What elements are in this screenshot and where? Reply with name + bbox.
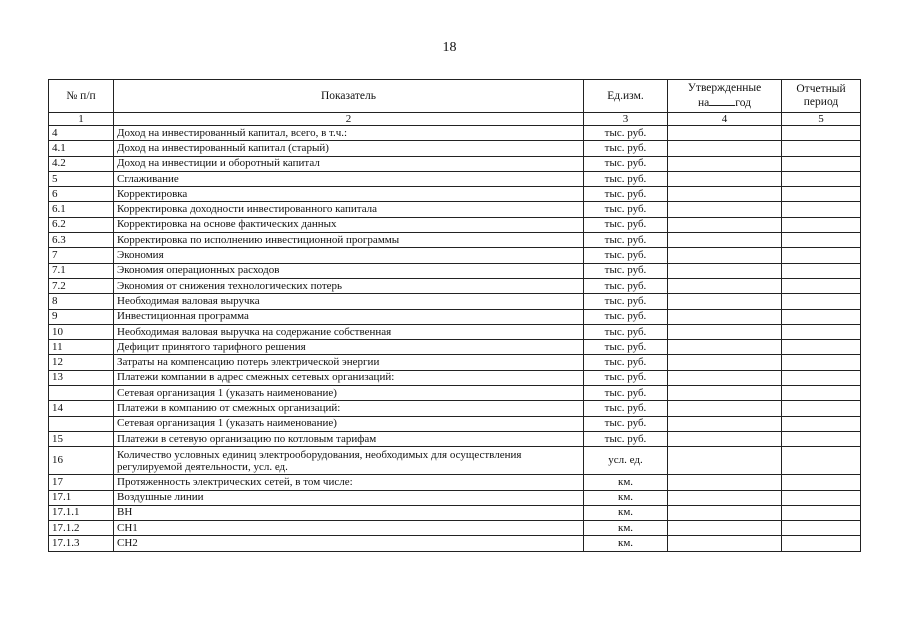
table-row	[49, 340, 861, 355]
row-unit: тыс. руб.	[584, 217, 668, 232]
table-row	[49, 386, 861, 401]
table-row	[49, 187, 861, 202]
table-row	[49, 248, 861, 263]
row-reported-value	[782, 355, 861, 370]
table-row	[49, 370, 861, 385]
row-unit: км.	[584, 521, 668, 536]
row-number: 5	[49, 171, 114, 186]
row-indicator: Платежи в сетевую организацию по котловым тарифам	[114, 431, 584, 446]
row-number: 15	[49, 431, 114, 446]
table-row	[49, 126, 861, 141]
row-number: 17.1.1	[49, 505, 114, 520]
row-approved-value	[668, 171, 782, 186]
row-indicator: Корректировка доходности инвестированного капитала	[114, 202, 584, 217]
row-reported-value	[782, 401, 861, 416]
table-row	[49, 156, 861, 171]
row-number: 13	[49, 370, 114, 385]
row-reported-value	[782, 156, 861, 171]
table-row	[49, 217, 861, 232]
row-approved-value	[668, 490, 782, 505]
row-number: 6.3	[49, 233, 114, 248]
row-reported-value	[782, 278, 861, 293]
table-row	[49, 309, 861, 324]
row-reported-value	[782, 171, 861, 186]
row-indicator: Протяженность электрических сетей, в том числе:	[114, 475, 584, 490]
row-indicator: Необходимая валовая выручка на содержание собственная	[114, 324, 584, 339]
row-reported-value	[782, 126, 861, 141]
row-number: 11	[49, 340, 114, 355]
row-reported-value	[782, 217, 861, 232]
row-approved-value	[668, 217, 782, 232]
row-approved-value	[668, 355, 782, 370]
header-reported	[782, 80, 861, 113]
row-indicator: Корректировка по исполнению инвестиционной программы	[114, 233, 584, 248]
row-approved-value	[668, 386, 782, 401]
row-indicator: Экономия операционных расходов	[114, 263, 584, 278]
header-approved	[668, 80, 782, 113]
row-unit: тыс. руб.	[584, 248, 668, 263]
table-header-row	[49, 80, 861, 113]
row-unit: тыс. руб.	[584, 233, 668, 248]
row-indicator: Необходимая валовая выручка	[114, 294, 584, 309]
header-reported-line2: период	[803, 96, 839, 108]
row-unit: тыс. руб.	[584, 401, 668, 416]
row-approved-value	[668, 156, 782, 171]
row-approved-value	[668, 248, 782, 263]
row-reported-value	[782, 386, 861, 401]
row-approved-value	[668, 431, 782, 446]
row-reported-value	[782, 263, 861, 278]
row-unit: тыс. руб.	[584, 386, 668, 401]
row-indicator: Сглаживание	[114, 171, 584, 186]
row-indicator: Экономия от снижения технологических потерь	[114, 278, 584, 293]
row-number: 7.2	[49, 278, 114, 293]
row-unit: тыс. руб.	[584, 294, 668, 309]
row-unit: тыс. руб.	[584, 202, 668, 217]
row-unit: км.	[584, 536, 668, 551]
row-reported-value	[782, 370, 861, 385]
row-reported-value	[782, 505, 861, 520]
column-number: 2	[114, 113, 584, 126]
header-num: № п/п	[49, 80, 114, 113]
row-approved-value	[668, 278, 782, 293]
row-unit: тыс. руб.	[584, 141, 668, 156]
row-number: 17.1.2	[49, 521, 114, 536]
row-approved-value	[668, 263, 782, 278]
row-indicator: Корректировка на основе фактических данных	[114, 217, 584, 232]
row-unit: усл. ед.	[584, 447, 668, 475]
year-blank-line	[709, 95, 735, 106]
row-unit: тыс. руб.	[584, 187, 668, 202]
row-number: 7.1	[49, 263, 114, 278]
row-number: 4	[49, 126, 114, 141]
row-unit: тыс. руб.	[584, 340, 668, 355]
row-indicator: Количество условных единиц электрооборудования, необходимых для осуществления регулируемой деятельности, усл. ед.	[114, 447, 584, 475]
table-row	[49, 202, 861, 217]
row-unit: км.	[584, 475, 668, 490]
row-approved-value	[668, 294, 782, 309]
table-row	[49, 447, 861, 475]
row-number: 4.1	[49, 141, 114, 156]
row-approved-value	[668, 126, 782, 141]
row-approved-value	[668, 324, 782, 339]
row-approved-value	[668, 475, 782, 490]
row-approved-value	[668, 309, 782, 324]
row-reported-value	[782, 536, 861, 551]
table-row	[49, 505, 861, 520]
row-number: 17.1	[49, 490, 114, 505]
row-unit: км.	[584, 505, 668, 520]
table-row	[49, 401, 861, 416]
column-number: 5	[782, 113, 861, 126]
header-unit: Ед.изм.	[584, 80, 668, 113]
row-unit: тыс. руб.	[584, 324, 668, 339]
row-reported-value	[782, 324, 861, 339]
row-reported-value	[782, 521, 861, 536]
row-approved-value	[668, 505, 782, 520]
row-indicator: Сетевая организация 1 (указать наименование)	[114, 416, 584, 431]
row-reported-value	[782, 490, 861, 505]
row-number: 6	[49, 187, 114, 202]
row-approved-value	[668, 370, 782, 385]
column-number: 1	[49, 113, 114, 126]
row-unit: тыс. руб.	[584, 416, 668, 431]
header-approved-suffix: год	[735, 97, 751, 109]
row-approved-value	[668, 401, 782, 416]
row-indicator: Доход на инвестиции и оборотный капитал	[114, 156, 584, 171]
report-table	[48, 79, 861, 552]
row-number: 10	[49, 324, 114, 339]
header-approved-prefix: на	[698, 97, 710, 109]
table-row	[49, 521, 861, 536]
row-reported-value	[782, 416, 861, 431]
row-approved-value	[668, 447, 782, 475]
row-reported-value	[782, 475, 861, 490]
row-number: 17	[49, 475, 114, 490]
table-row	[49, 294, 861, 309]
page-number: 18	[442, 40, 457, 55]
table-row	[49, 416, 861, 431]
row-reported-value	[782, 431, 861, 446]
row-reported-value	[782, 187, 861, 202]
column-number: 4	[668, 113, 782, 126]
row-reported-value	[782, 141, 861, 156]
row-indicator: Доход на инвестированный капитал, всего, в т.ч.:	[114, 126, 584, 141]
row-reported-value	[782, 309, 861, 324]
row-number: 6.1	[49, 202, 114, 217]
row-unit: тыс. руб.	[584, 370, 668, 385]
row-unit: тыс. руб.	[584, 156, 668, 171]
row-indicator: Платежи компании в адрес смежных сетевых организаций:	[114, 370, 584, 385]
row-number: 9	[49, 309, 114, 324]
header-reported-line1: Отчетный	[796, 83, 846, 95]
row-indicator: СН2	[114, 536, 584, 551]
row-number: 14	[49, 401, 114, 416]
row-number: 7	[49, 248, 114, 263]
table-row	[49, 263, 861, 278]
row-unit: тыс. руб.	[584, 263, 668, 278]
table-row	[49, 324, 861, 339]
row-unit: тыс. руб.	[584, 355, 668, 370]
row-unit: тыс. руб.	[584, 278, 668, 293]
header-indicator: Показатель	[114, 80, 584, 113]
row-number: 6.2	[49, 217, 114, 232]
row-reported-value	[782, 447, 861, 475]
table-row	[49, 141, 861, 156]
table-row	[49, 490, 861, 505]
row-unit: км.	[584, 490, 668, 505]
table-row	[49, 536, 861, 551]
row-number: 4.2	[49, 156, 114, 171]
row-indicator: Корректировка	[114, 187, 584, 202]
row-indicator: Экономия	[114, 248, 584, 263]
row-number: 8	[49, 294, 114, 309]
row-number	[49, 416, 114, 431]
row-approved-value	[668, 187, 782, 202]
table-row	[49, 355, 861, 370]
row-indicator: Дефицит принятого тарифного решения	[114, 340, 584, 355]
header-approved-line1: Утвержденные	[687, 82, 762, 94]
row-approved-value	[668, 233, 782, 248]
row-approved-value	[668, 536, 782, 551]
column-numbers-row	[49, 113, 861, 126]
table-row	[49, 233, 861, 248]
table-row	[49, 171, 861, 186]
column-number: 3	[584, 113, 668, 126]
row-indicator: Инвестиционная программа	[114, 309, 584, 324]
row-approved-value	[668, 416, 782, 431]
row-approved-value	[668, 340, 782, 355]
row-number: 12	[49, 355, 114, 370]
row-indicator: Платежи в компанию от смежных организаций:	[114, 401, 584, 416]
row-unit: тыс. руб.	[584, 171, 668, 186]
row-reported-value	[782, 340, 861, 355]
row-reported-value	[782, 294, 861, 309]
row-indicator: ВН	[114, 505, 584, 520]
row-reported-value	[782, 248, 861, 263]
row-approved-value	[668, 141, 782, 156]
row-reported-value	[782, 233, 861, 248]
row-approved-value	[668, 521, 782, 536]
table-body	[49, 113, 861, 552]
row-indicator: Затраты на компенсацию потерь электрической энергии	[114, 355, 584, 370]
row-number	[49, 386, 114, 401]
row-indicator: СН1	[114, 521, 584, 536]
row-approved-value	[668, 202, 782, 217]
row-unit: тыс. руб.	[584, 309, 668, 324]
table-row	[49, 475, 861, 490]
row-indicator: Воздушные линии	[114, 490, 584, 505]
row-number: 16	[49, 447, 114, 475]
row-indicator: Сетевая организация 1 (указать наименование)	[114, 386, 584, 401]
row-indicator: Доход на инвестированный капитал (старый)	[114, 141, 584, 156]
table-row	[49, 431, 861, 446]
row-unit: тыс. руб.	[584, 126, 668, 141]
row-number: 17.1.3	[49, 536, 114, 551]
row-reported-value	[782, 202, 861, 217]
row-unit: тыс. руб.	[584, 431, 668, 446]
table-row	[49, 278, 861, 293]
